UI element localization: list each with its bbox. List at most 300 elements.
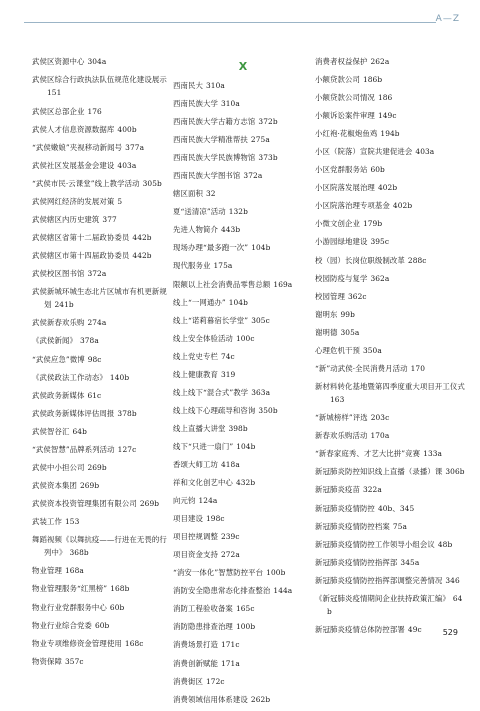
index-entry-term: 先进人物简介 — [173, 225, 218, 235]
index-entry-term: 西南民大 — [173, 81, 203, 90]
index-entry — [32, 619, 172, 632]
index-entry — [173, 205, 313, 218]
index-entry-term: 物业专项维修资金管理使用 — [32, 638, 122, 648]
index-entry — [32, 497, 172, 510]
index-entry — [32, 55, 172, 68]
index-entry-page: 395c — [370, 237, 390, 247]
index-entry-page: 104b — [236, 441, 256, 451]
index-entry — [315, 326, 465, 339]
index-entry-page: 98c — [87, 354, 102, 364]
header-range-label: A—Z — [435, 14, 460, 24]
index-entry-term: 小区院落治理专项基金 — [315, 201, 390, 211]
index-entry-page: 194b — [380, 129, 400, 139]
index-entry-page: 171c — [220, 640, 240, 650]
index-entry-term: 消防工程验收备案 — [173, 604, 233, 614]
index-entry-term: 武侯资本集团 — [32, 480, 77, 490]
index-entry-term: 消防安全隐患常态化排查整治 — [173, 586, 271, 596]
index-entry-term: 物业管理 — [32, 566, 62, 576]
index-entry-term: 武侯辖区省第十二届政协委员 — [32, 232, 130, 242]
index-entry — [173, 512, 313, 525]
index-entry-page: 171a — [220, 658, 240, 668]
index-entry — [315, 380, 465, 407]
index-entry — [173, 241, 313, 254]
index-entry — [32, 601, 172, 614]
index-entry — [315, 429, 465, 442]
index-entry-term: 线上“一网通办” — [173, 297, 226, 307]
index-entry-page: 378b — [117, 408, 137, 418]
index-entry — [173, 458, 313, 471]
index-entry-term: 线上党史专栏 — [173, 351, 218, 361]
index-entry-page: 176 — [87, 106, 102, 116]
index-entry-term: 新冠肺炎疫情防控档案 — [315, 521, 390, 531]
index-entry-term: “武侯市民·云课堂”线上教学活动 — [32, 178, 140, 188]
index-entry-page: 168a — [64, 566, 84, 576]
index-entry-page: 99b — [340, 309, 355, 319]
index-entry-term: “武侯嫩娘”夹视移动新闻号 — [32, 142, 123, 152]
index-entry — [32, 334, 172, 347]
index-entry-term: 谢明德 — [315, 327, 338, 337]
index-entry — [315, 465, 465, 478]
index-entry-page: 241b — [54, 300, 74, 310]
index-entry-page: 186 — [377, 93, 393, 103]
index-entry-page: 269b — [79, 480, 100, 490]
index-entry-page: 345a — [400, 557, 420, 567]
index-entry-page: 272a — [220, 550, 240, 560]
index-entry — [315, 272, 465, 285]
index-entry — [173, 422, 313, 435]
index-entry — [315, 199, 465, 212]
index-entry — [173, 79, 313, 92]
index-entry — [32, 582, 172, 595]
index-entry-term: 《武侯政法工作动态》 — [32, 372, 107, 382]
index-entry-page: 319 — [220, 369, 236, 379]
index-entry-page: 61c — [87, 390, 102, 400]
index-entry-page: 373b — [258, 153, 278, 163]
index-entry-page: 144a — [273, 586, 293, 596]
index-entry-page: 305a — [340, 327, 360, 337]
index-entry-term: 新冠肺炎疫情防控工作领导小组会议 — [315, 539, 435, 549]
index-entry — [315, 344, 465, 357]
index-entry — [173, 404, 313, 417]
index-entry — [315, 109, 465, 122]
index-entry — [173, 278, 313, 291]
index-entry-term: 《武侯新闻》 — [32, 336, 77, 346]
index-letter-heading: X — [238, 60, 248, 73]
index-entry-page: 75a — [392, 521, 408, 531]
page-number: 529 — [442, 628, 458, 637]
index-entry-page: 368b — [69, 548, 89, 558]
index-entry-page: 60b — [370, 165, 385, 175]
index-entry — [315, 520, 465, 533]
index-entry — [32, 515, 172, 528]
index-entry — [173, 169, 313, 182]
index-entry-page: 124a — [198, 496, 218, 506]
index-entry-page: 377 — [102, 214, 117, 224]
index-entry-page: 149c — [377, 111, 397, 121]
index-entry-page: 403a — [415, 147, 435, 157]
index-entry-page: 262b — [250, 694, 271, 704]
index-entry — [32, 443, 172, 456]
index-entry-term: 新冠肺炎疫情防控 — [315, 503, 375, 513]
index-entry-page: 74c — [220, 351, 235, 361]
index-entry-page: 442b — [132, 250, 152, 260]
index-entry-term: “消安一体化”智慧防控平台 — [173, 568, 264, 578]
index-entry-term: 西南民族大学民族博物馆 — [173, 153, 256, 163]
index-entry-term: 武侯人才信息资源数据库 — [32, 124, 115, 134]
index-entry — [173, 350, 313, 363]
index-entry-term: 武侯校区图书馆 — [32, 268, 85, 278]
index-entry-page: 274a — [87, 318, 107, 328]
index-entry — [32, 177, 172, 190]
index-entry — [173, 530, 313, 543]
index-entry-term: 夏“送清凉”活动 — [173, 207, 226, 217]
index-entry — [173, 133, 313, 146]
index-entry-page: 40b、345 — [377, 503, 415, 513]
index-entry-term: 消防隐患排查治理 — [173, 622, 233, 632]
index-entry-page: 443b — [220, 225, 241, 235]
index-entry — [173, 494, 313, 507]
index-entry-term: 小微文创企业 — [315, 219, 360, 229]
index-entry-page: 151 — [47, 88, 62, 98]
index-entry-term: 校园防疫与复学 — [315, 273, 368, 283]
index-entry — [315, 502, 465, 515]
index-entry-page: 372b — [258, 117, 278, 127]
index-entry-term: 小区院落发展治理 — [315, 183, 375, 193]
index-entry — [173, 332, 313, 345]
index-entry-term: 西南民族大学图书馆 — [173, 171, 241, 181]
index-entry — [173, 638, 313, 651]
index-entry-page: 350b — [258, 405, 278, 415]
index-entry-page: 60b — [109, 602, 125, 612]
index-entry-page: 100b — [266, 568, 286, 578]
index-entry — [315, 254, 465, 267]
index-entry-page: 322a — [362, 485, 382, 495]
index-entry-page: 127c — [117, 444, 137, 454]
index-entry-term: 新材料转化基地暨第四季度重大项目开工仪式 — [315, 381, 465, 391]
index-entry-page: 275a — [250, 135, 270, 145]
index-entry-page: 372a — [243, 171, 263, 181]
index-entry-term: 校园管理 — [315, 291, 345, 301]
index-entry-term: “武侯智慧”品牌系列活动 — [32, 444, 115, 454]
index-entry — [173, 440, 313, 453]
index-entry-term: 小区（院落）宣院共建促进会 — [315, 147, 413, 157]
index-entry — [315, 556, 465, 569]
index-entry-term: 新冠肺炎疫苗 — [315, 485, 360, 495]
index-entry-page: 304a — [87, 57, 107, 66]
index-entry-page: 362a — [370, 273, 390, 283]
index-entry-page: 169a — [273, 279, 293, 289]
index-entry-term: “新城榜样”评选 — [315, 413, 368, 423]
index-entry-page: 239c — [220, 532, 240, 542]
index-entry — [32, 267, 172, 280]
index-entry-page: 100b — [235, 622, 256, 632]
index-entry — [315, 163, 465, 176]
index-entry — [32, 141, 172, 154]
index-entry-page: 288c — [407, 255, 427, 265]
index-entry — [173, 296, 313, 309]
index-entry-page: 442b — [132, 232, 152, 242]
index-entry-term: 新冠肺炎疫情总体防控部署 — [315, 625, 405, 635]
index-entry-page: 163 — [330, 395, 345, 405]
index-entry-term: 线上健康教育 — [173, 369, 218, 379]
index-entry-term: 线上直播大讲堂 — [173, 423, 226, 433]
index-entry-term: 现代服务业 — [173, 261, 211, 271]
index-entry-page: 418a — [220, 459, 240, 469]
index-entry-term: 武侯区总部企业 — [32, 106, 85, 116]
index-entry — [315, 127, 465, 140]
index-entry — [173, 151, 313, 164]
index-entry-term: 武侯区资源中心 — [32, 57, 85, 66]
index-entry-page: 60b — [94, 620, 110, 630]
index-entry-page: 262a — [370, 57, 390, 66]
index-entry-page: 64b — [327, 593, 463, 617]
index-entry-page: 32 — [205, 189, 216, 199]
index-entry-term: 线下“只进一扇门” — [173, 441, 234, 451]
index-entry-term: 消费领域信用体系建设 — [173, 694, 248, 704]
index-entry-page: 165c — [235, 604, 255, 614]
index-entry-term: 西南民族大学 — [173, 99, 218, 109]
index-entry — [315, 55, 465, 68]
index-entry — [315, 447, 465, 460]
index-entry-page: 363a — [251, 387, 271, 397]
index-entry-term: 物业行业党群服务中心 — [32, 602, 107, 612]
index-entry-term: 武侯辖区内历史建筑 — [32, 214, 100, 224]
index-entry-term: 舞蹈视频《以舞抗疫——行进在无畏的行列中》 — [32, 534, 167, 558]
index-entry — [315, 362, 465, 375]
index-entry-term: “新”动武侯·全民消费月活动 — [315, 363, 408, 373]
index-entry-page: 306b — [445, 467, 465, 477]
index-entry-term: 项目资金支持 — [173, 550, 218, 560]
index-entry — [32, 231, 172, 244]
index-entry-term: 物业管理服务“红黑榜” — [32, 584, 108, 594]
index-entry — [173, 314, 313, 327]
index-entry-term: 小额贷款公司情况 — [315, 93, 375, 103]
index-entry-term: 武侯智谷汇 — [32, 426, 70, 436]
index-entry — [315, 181, 465, 194]
index-entry-page: 179b — [362, 219, 383, 229]
index-entry — [32, 637, 172, 650]
index-entry — [315, 538, 465, 551]
index-entry-page: 269b — [139, 498, 160, 508]
index-column-2 — [173, 55, 313, 711]
index-entry — [173, 476, 313, 489]
index-entry-term: 小额诉讼案件审理 — [315, 111, 375, 121]
index-entry-term: 武侯资本投资管理集团有限公司 — [32, 498, 137, 508]
index-entry-page: 49c — [407, 625, 422, 635]
index-entry — [32, 407, 172, 420]
index-entry-page: 350a — [362, 345, 382, 355]
index-entry-page: 170a — [370, 431, 390, 441]
index-entry-term: 消费创新赋能 — [173, 658, 218, 668]
index-entry-page: 168c — [124, 638, 144, 648]
index-column-3 — [315, 55, 465, 641]
index-entry — [32, 389, 172, 402]
index-entry-term: 武侯政务新媒体评估周报 — [32, 408, 115, 418]
index-entry — [32, 195, 172, 208]
index-entry-page: 402b — [377, 183, 398, 193]
index-entry — [32, 316, 172, 329]
index-entry — [32, 353, 172, 366]
index-entry-term: 武侯政务新媒体 — [32, 390, 85, 400]
index-entry — [173, 657, 313, 670]
index-entry — [32, 461, 172, 474]
index-entry-page: 346 — [445, 575, 460, 585]
index-entry-term: 线上线下“混合式”教学 — [173, 387, 249, 397]
index-entry — [173, 602, 313, 615]
index-entry-page: 198c — [205, 514, 225, 524]
index-entry-page: 269b — [87, 462, 107, 472]
index-entry-term: 消费者权益保护 — [315, 57, 368, 66]
index-entry-term: 新春欢乐购活动 — [315, 431, 368, 441]
index-entry-term: 小额贷款公司 — [315, 75, 360, 85]
index-entry-term: 项目控规调整 — [173, 532, 218, 542]
index-entry-term: 武装工作 — [32, 516, 62, 526]
index-entry — [32, 285, 172, 312]
index-entry-term: 限额以上社会消费品零售总额 — [173, 279, 271, 289]
index-entry-term: 武侯新城环城生态北片区城市有机更新规划 — [32, 286, 167, 310]
index-entry-page: 175a — [213, 261, 233, 271]
index-entry — [32, 533, 172, 560]
index-entry-term: 武侯社区发展基金会建设 — [32, 160, 115, 170]
index-entry-page: 305b — [142, 178, 162, 188]
index-entry-term: 西南民族大学精准帮扶 — [173, 135, 248, 145]
index-entry-page: 357c — [64, 656, 84, 666]
index-entry-term: 小红袍·花椒炮鱼鸡 — [315, 129, 378, 139]
index-entry-page: 153 — [64, 516, 80, 526]
index-entry-term: 辖区面积 — [173, 189, 203, 199]
index-entry-page: 402b — [392, 201, 413, 211]
index-entry-page: 403a — [117, 160, 137, 170]
index-entry-page: 372a — [87, 268, 107, 278]
index-entry — [32, 213, 172, 226]
index-entry-page: 378a — [79, 336, 99, 346]
index-entry-page: 168b — [110, 584, 130, 594]
index-entry-page: 398b — [228, 423, 248, 433]
index-entry-term: 校（园）长岗位职级制改革 — [315, 255, 405, 265]
index-entry — [315, 91, 465, 104]
index-entry-term: 新冠肺炎防控知识线上直播（录播）课 — [315, 467, 443, 477]
index-entry-page: 172c — [205, 676, 225, 686]
index-entry-term: “新春家庭秀、才艺大比拼”竞赛 — [315, 449, 421, 459]
index-entry — [32, 249, 172, 262]
index-entry — [32, 371, 172, 384]
index-entry-page: 400b — [117, 124, 137, 134]
index-entry-page: 432b — [235, 478, 256, 488]
index-entry-page: 48b — [437, 539, 453, 549]
index-entry — [173, 693, 313, 706]
index-entry-term: 小区党群服务站 — [315, 165, 368, 175]
index-entry-page: 362c — [347, 291, 367, 301]
index-entry — [315, 73, 465, 86]
index-entry — [173, 548, 313, 561]
index-entry-page: 104b — [228, 297, 248, 307]
index-entry — [315, 411, 465, 424]
index-entry — [173, 368, 313, 381]
index-entry — [32, 159, 172, 172]
index-entry — [315, 145, 465, 158]
index-entry-term: 现场办理“最多跑一次” — [173, 243, 249, 253]
index-entry — [173, 566, 313, 579]
index-entry-term: 物业行业综合党委 — [32, 620, 92, 630]
index-entry-term: 香颂大师工坊 — [173, 459, 218, 469]
index-entry-page: 104b — [251, 243, 271, 253]
index-entry-term: 西南民族大学古籍方志馆 — [173, 117, 256, 127]
index-entry — [173, 115, 313, 128]
index-entry-term: 武侯中小担公司 — [32, 462, 85, 472]
index-entry-page: 132b — [228, 207, 248, 217]
index-entry — [32, 123, 172, 136]
index-entry-term: 祥和文化创艺中心 — [173, 478, 233, 488]
index-entry-page: 186b — [362, 75, 383, 85]
index-entry-page: 133a — [423, 449, 443, 459]
index-entry-term: 新冠肺炎疫情防控指挥部 — [315, 557, 398, 567]
index-entry-term: 谢明东 — [315, 309, 338, 319]
index-entry — [173, 187, 313, 200]
index-entry — [32, 479, 172, 492]
index-entry-term: 项目建设 — [173, 514, 203, 524]
index-entry — [173, 675, 313, 688]
index-entry-page: 203c — [370, 413, 390, 423]
index-entry-page: 5 — [117, 196, 123, 206]
index-entry-term: 新冠肺炎疫情防控指挥部调整完善情况 — [315, 575, 443, 585]
index-entry-page: 377a — [125, 142, 145, 152]
page-header — [0, 0, 480, 32]
index-entry-page: 140b — [109, 372, 130, 382]
index-entry — [315, 235, 465, 248]
index-entry-term: 武侯网红经济的发展对策 — [32, 196, 115, 206]
index-entry-term: 武侯辖区市第十四届政协委员 — [32, 250, 130, 260]
index-entry-term: 线上“诺莉暮宿长学堂” — [173, 315, 249, 325]
index-entry — [315, 290, 465, 303]
index-entry — [315, 217, 465, 230]
header-rule — [24, 22, 436, 23]
index-entry-term: 《新冠肺炎疫情期间企业扶持政策汇编》 — [315, 593, 450, 603]
index-entry-term: 线上线下心理疏导和咨询 — [173, 405, 256, 415]
index-entry — [173, 620, 313, 633]
index-entry — [315, 574, 465, 587]
index-entry — [32, 655, 172, 668]
index-entry — [173, 97, 313, 110]
index-entry — [173, 223, 313, 236]
index-entry-term: 消费场景打造 — [173, 640, 218, 650]
index-entry-term: 武侯新春欢乐购 — [32, 318, 85, 328]
index-entry-page: 100c — [235, 333, 255, 343]
index-entry-page: 170 — [410, 363, 426, 373]
index-entry-term: 武侯区综合行政执法队伍规范化建设展示 — [32, 75, 167, 85]
index-entry — [32, 564, 172, 577]
index-entry — [173, 259, 313, 272]
index-entry-term: 消费街区 — [173, 676, 203, 686]
index-entry-term: 小游园绿地建设 — [315, 237, 368, 247]
index-entry — [315, 308, 465, 321]
index-column-1 — [32, 55, 172, 673]
index-entry — [32, 425, 172, 438]
index-entry-page: 310a — [205, 81, 225, 90]
index-entry — [173, 584, 313, 597]
index-entry — [315, 592, 465, 619]
index-entry-term: 心理危机干预 — [315, 345, 360, 355]
index-entry — [173, 386, 313, 399]
index-entry — [32, 105, 172, 118]
index-entry-term: “武侯应急”微博 — [32, 354, 85, 364]
index-entry — [315, 483, 465, 496]
index-entry — [32, 73, 172, 100]
index-entry-term: 线上安全体验活动 — [173, 333, 233, 343]
index-entry-page: 310a — [220, 99, 240, 109]
index-entry-page: 305c — [251, 315, 270, 325]
index-entry-term: 物资保障 — [32, 656, 62, 666]
index-entry-page: 64b — [72, 426, 87, 436]
